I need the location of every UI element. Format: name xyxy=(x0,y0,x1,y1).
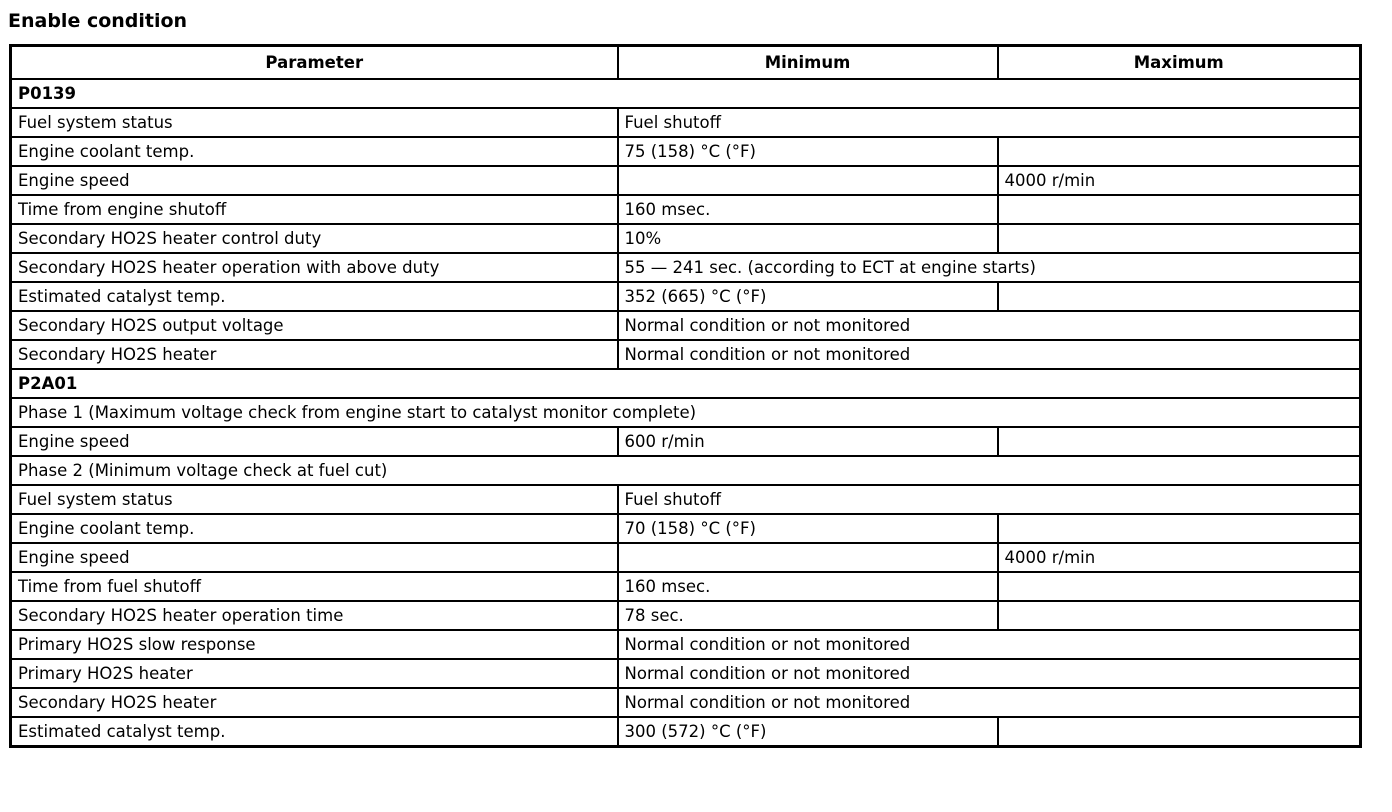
column-header-parameter: Parameter xyxy=(11,46,618,80)
table-row xyxy=(11,659,1361,688)
table-row xyxy=(11,717,1361,747)
table-row xyxy=(11,340,1361,369)
parameter-cell: Secondary HO2S heater operation with above duty xyxy=(11,253,618,282)
condition-cell: Normal condition or not monitored xyxy=(618,340,1361,369)
section-row xyxy=(11,369,1361,398)
parameter-cell: Fuel system status xyxy=(11,485,618,514)
section-row xyxy=(11,79,1361,108)
table-row xyxy=(11,108,1361,137)
table-body xyxy=(11,79,1361,747)
table-row xyxy=(11,166,1361,195)
parameter-cell: Primary HO2S heater xyxy=(11,659,618,688)
table-row xyxy=(11,253,1361,282)
table-row xyxy=(11,601,1361,630)
table-header-row xyxy=(11,46,1361,80)
parameter-cell: Secondary HO2S heater xyxy=(11,688,618,717)
parameter-cell: Secondary HO2S output voltage xyxy=(11,311,618,340)
parameter-cell: Estimated catalyst temp. xyxy=(11,717,618,747)
minimum-cell: 300 (572) °C (°F) xyxy=(618,717,998,747)
condition-cell: Fuel shutoff xyxy=(618,485,1361,514)
page-title: Enable condition xyxy=(8,10,188,32)
parameter-cell: Time from fuel shutoff xyxy=(11,572,618,601)
table-row xyxy=(11,630,1361,659)
maximum-cell xyxy=(998,224,1361,253)
phase-label: Phase 2 (Minimum voltage check at fuel cut) xyxy=(11,456,1361,485)
table-row xyxy=(11,427,1361,456)
condition-cell: Normal condition or not monitored xyxy=(618,630,1361,659)
condition-cell: Normal condition or not monitored xyxy=(618,688,1361,717)
table-row xyxy=(11,485,1361,514)
table-row xyxy=(11,137,1361,166)
parameter-cell: Engine speed xyxy=(11,543,618,572)
parameter-cell: Time from engine shutoff xyxy=(11,195,618,224)
table-row xyxy=(11,688,1361,717)
phase-label: Phase 1 (Maximum voltage check from engine start to catalyst monitor complete) xyxy=(11,398,1361,427)
maximum-cell xyxy=(998,601,1361,630)
parameter-cell: Engine coolant temp. xyxy=(11,137,618,166)
section-code: P0139 xyxy=(11,79,1361,108)
minimum-cell: 600 r/min xyxy=(618,427,998,456)
table-row xyxy=(11,456,1361,485)
section-code: P2A01 xyxy=(11,369,1361,398)
column-header-minimum: Minimum xyxy=(618,46,998,80)
table-row xyxy=(11,311,1361,340)
maximum-cell xyxy=(998,137,1361,166)
table-row xyxy=(11,572,1361,601)
condition-cell: Fuel shutoff xyxy=(618,108,1361,137)
table-row xyxy=(11,224,1361,253)
parameter-cell: Estimated catalyst temp. xyxy=(11,282,618,311)
minimum-cell: 352 (665) °C (°F) xyxy=(618,282,998,311)
maximum-cell: 4000 r/min xyxy=(998,166,1361,195)
parameter-cell: Secondary HO2S heater xyxy=(11,340,618,369)
maximum-cell xyxy=(998,572,1361,601)
maximum-cell: 4000 r/min xyxy=(998,543,1361,572)
minimum-cell xyxy=(618,166,998,195)
maximum-cell xyxy=(998,514,1361,543)
condition-cell: 55 — 241 sec. (according to ECT at engine starts) xyxy=(618,253,1361,282)
maximum-cell xyxy=(998,427,1361,456)
parameter-cell: Engine speed xyxy=(11,166,618,195)
table-row xyxy=(11,543,1361,572)
parameter-cell: Secondary HO2S heater control duty xyxy=(11,224,618,253)
parameter-cell: Secondary HO2S heater operation time xyxy=(11,601,618,630)
maximum-cell xyxy=(998,195,1361,224)
column-header-maximum: Maximum xyxy=(998,46,1361,80)
maximum-cell xyxy=(998,717,1361,747)
condition-cell: Normal condition or not monitored xyxy=(618,311,1361,340)
table-row xyxy=(11,195,1361,224)
minimum-cell: 10% xyxy=(618,224,998,253)
minimum-cell: 160 msec. xyxy=(618,572,998,601)
table-row xyxy=(11,282,1361,311)
parameter-cell: Primary HO2S slow response xyxy=(11,630,618,659)
table-row xyxy=(11,514,1361,543)
minimum-cell: 78 sec. xyxy=(618,601,998,630)
minimum-cell: 160 msec. xyxy=(618,195,998,224)
enable-condition-table xyxy=(9,44,1362,748)
parameter-cell: Engine coolant temp. xyxy=(11,514,618,543)
maximum-cell xyxy=(998,282,1361,311)
condition-cell: Normal condition or not monitored xyxy=(618,659,1361,688)
minimum-cell: 70 (158) °C (°F) xyxy=(618,514,998,543)
table-row xyxy=(11,398,1361,427)
minimum-cell: 75 (158) °C (°F) xyxy=(618,137,998,166)
parameter-cell: Fuel system status xyxy=(11,108,618,137)
minimum-cell xyxy=(618,543,998,572)
parameter-cell: Engine speed xyxy=(11,427,618,456)
